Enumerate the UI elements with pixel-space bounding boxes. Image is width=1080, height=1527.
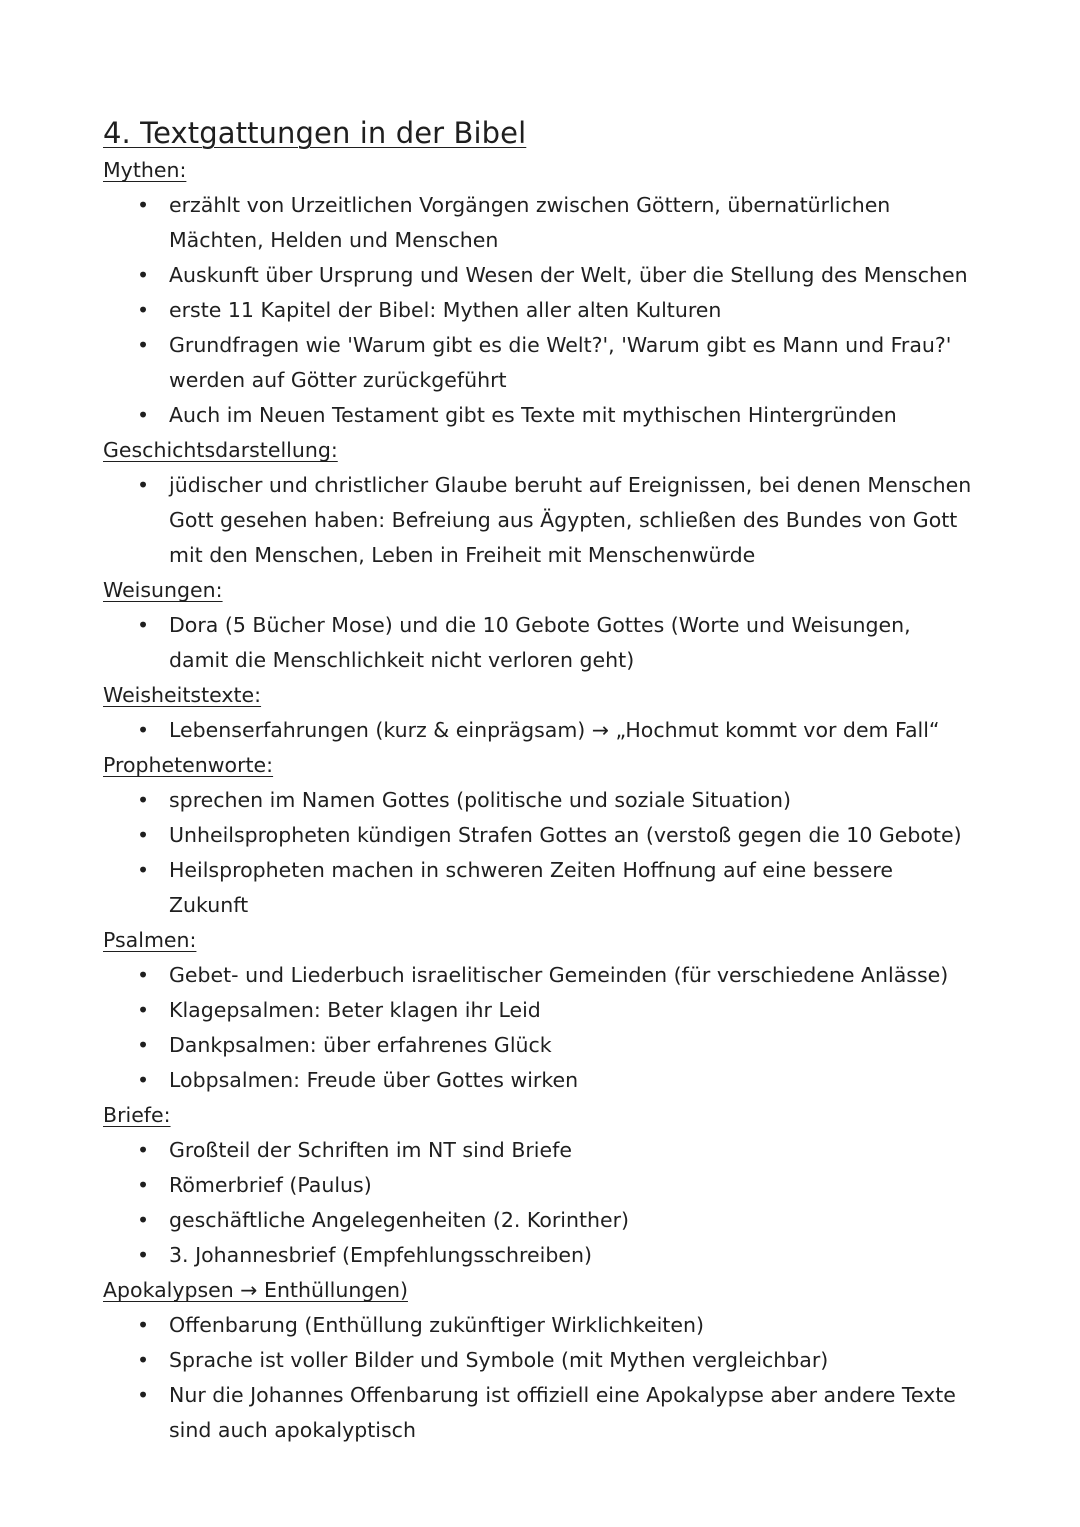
bullet-icon: • (136, 403, 150, 427)
list-item (103, 713, 974, 748)
list-item-text: Sprache ist voller Bilder und Symbole (mit Mythen vergleichbar) (169, 1348, 829, 1372)
bullet-list (103, 608, 1003, 678)
bullet-icon: • (136, 823, 150, 847)
list-item (103, 818, 974, 853)
section-mythen (103, 153, 1003, 433)
list-item (103, 188, 974, 258)
section-heading: Prophetenworte: (103, 753, 274, 777)
list-item (103, 1063, 974, 1098)
bullet-icon: • (136, 1243, 150, 1267)
section-heading: Psalmen: (103, 928, 197, 952)
bullet-icon: • (136, 1068, 150, 1092)
list-item (103, 1203, 974, 1238)
bullet-icon: • (136, 193, 150, 217)
list-item-text: Lobpsalmen: Freude über Gottes wirken (169, 1068, 579, 1092)
document-page (103, 113, 1003, 1448)
bullet-icon: • (136, 1173, 150, 1197)
list-item (103, 1308, 974, 1343)
bullet-list (103, 468, 1003, 573)
section-heading: Weisheitstexte: (103, 683, 262, 707)
section-heading: Apokalypsen → Enthüllungen) (103, 1278, 408, 1302)
list-item-text: erzählt von Urzeitlichen Vorgängen zwischen Göttern, übernatürlichen Mächten, Helden und Menschen (169, 193, 891, 252)
list-item-text: Römerbrief (Paulus) (169, 1173, 372, 1197)
section-apokalypsen (103, 1273, 1003, 1448)
list-item (103, 398, 974, 433)
list-item (103, 608, 974, 678)
list-item-text: Heilspropheten machen in schweren Zeiten Hoffnung auf eine bessere Zukunft (169, 858, 893, 917)
list-item-text: Klagepsalmen: Beter klagen ihr Leid (169, 998, 541, 1022)
bullet-icon: • (136, 1313, 150, 1337)
list-item-text: Gebet- und Liederbuch israelitischer Gemeinden (für verschiedene Anlässe) (169, 963, 949, 987)
list-item (103, 958, 974, 993)
bullet-icon: • (136, 333, 150, 357)
section-geschichtsdarstellung (103, 433, 1003, 573)
list-item (103, 1028, 974, 1063)
list-item-text: Lebenserfahrungen (kurz & einprägsam) → „Hochmut kommt vor dem Fall“ (169, 718, 940, 742)
bullet-icon: • (136, 998, 150, 1022)
bullet-icon: • (136, 1208, 150, 1232)
list-item (103, 293, 974, 328)
list-item (103, 853, 974, 923)
section-weisheitstexte (103, 678, 1003, 748)
bullet-icon: • (136, 858, 150, 882)
list-item (103, 993, 974, 1028)
list-item-text: Auskunft über Ursprung und Wesen der Welt, über die Stellung des Menschen (169, 263, 968, 287)
list-item-text: Auch im Neuen Testament gibt es Texte mit mythischen Hintergründen (169, 403, 897, 427)
list-item-text: Nur die Johannes Offenbarung ist offiziell eine Apokalypse aber andere Texte sind auch apokalyptisch (169, 1383, 956, 1442)
list-item-text: Großteil der Schriften im NT sind Briefe (169, 1138, 572, 1162)
section-heading: Weisungen: (103, 578, 223, 602)
list-item-text: Grundfragen wie 'Warum gibt es die Welt?', 'Warum gibt es Mann und Frau?' werden auf Götter zurückgeführt (169, 333, 952, 392)
list-item (103, 328, 974, 398)
bullet-list (103, 1133, 1003, 1273)
bullet-list (103, 1308, 1003, 1448)
bullet-icon: • (136, 718, 150, 742)
list-item-text: sprechen im Namen Gottes (politische und soziale Situation) (169, 788, 792, 812)
list-item-text: Unheilspropheten kündigen Strafen Gottes an (verstoß gegen die 10 Gebote) (169, 823, 962, 847)
section-prophetenworte (103, 748, 1003, 923)
bullet-list (103, 188, 1003, 433)
list-item-text: geschäftliche Angelegenheiten (2. Korinther) (169, 1208, 630, 1232)
bullet-icon: • (136, 1348, 150, 1372)
list-item-text: Offenbarung (Enthüllung zukünftiger Wirklichkeiten) (169, 1313, 704, 1337)
list-item (103, 258, 974, 293)
list-item (103, 1378, 974, 1448)
bullet-icon: • (136, 613, 150, 637)
list-item-text: Dankpsalmen: über erfahrenes Glück (169, 1033, 552, 1057)
bullet-icon: • (136, 1033, 150, 1057)
list-item-text: 3. Johannesbrief (Empfehlungsschreiben) (169, 1243, 592, 1267)
bullet-icon: • (136, 263, 150, 287)
section-briefe (103, 1098, 1003, 1273)
section-heading: Briefe: (103, 1103, 171, 1127)
section-psalmen (103, 923, 1003, 1098)
bullet-icon: • (136, 963, 150, 987)
list-item-text: Dora (5 Bücher Mose) und die 10 Gebote Gottes (Worte und Weisungen, damit die Menschlichkeit nicht verloren geht) (169, 613, 911, 672)
bullet-icon: • (136, 1383, 150, 1407)
section-heading: Geschichtsdarstellung: (103, 438, 338, 462)
list-item (103, 783, 974, 818)
list-item-text: erste 11 Kapitel der Bibel: Mythen aller alten Kulturen (169, 298, 722, 322)
bullet-list (103, 713, 1003, 748)
bullet-icon: • (136, 473, 150, 497)
list-item (103, 1133, 974, 1168)
list-item (103, 468, 974, 573)
list-item (103, 1168, 974, 1203)
bullet-list (103, 783, 1003, 923)
page-title: 4. Textgattungen in der Bibel (103, 116, 527, 150)
section-weisungen (103, 573, 1003, 678)
bullet-icon: • (136, 298, 150, 322)
bullet-icon: • (136, 788, 150, 812)
bullet-icon: • (136, 1138, 150, 1162)
list-item-text: jüdischer und christlicher Glaube beruht auf Ereignissen, bei denen Menschen Gott gesehen haben: Befreiung aus Ägypten, schließen des Bundes von Gott mit den Menschen, Leben in Freiheit mit Menschenwürde (169, 473, 972, 567)
list-item (103, 1343, 974, 1378)
list-item (103, 1238, 974, 1273)
section-heading: Mythen: (103, 158, 187, 182)
bullet-list (103, 958, 1003, 1098)
